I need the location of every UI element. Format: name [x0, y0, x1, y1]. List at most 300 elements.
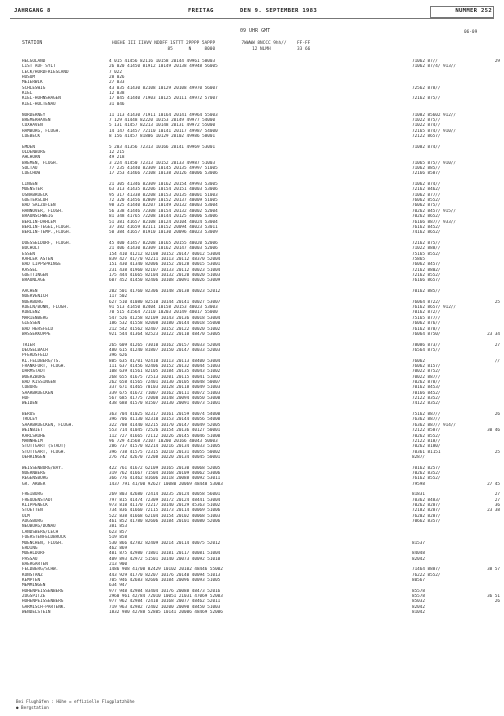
station-name: HOHENPEISSENBERG — [22, 588, 64, 594]
station-name: BERUS — [22, 412, 35, 418]
synop-data: 4 015 41456 82116 10158 20144 49961 58003 — [109, 59, 216, 64]
supplementary-groups: 70166 8452/ — [412, 390, 441, 396]
station-name: HOF — [22, 396, 30, 402]
synop-data — [109, 139, 409, 144]
station-name: TRIER — [22, 342, 35, 348]
synop-data: 268 655 41675 72513 10201 20115 40041 51002 — [109, 374, 221, 380]
station-name: FREUDENSTADT — [22, 497, 54, 503]
synop-data: 202 501 41760 82306 10148 20138 40023 52012 — [109, 289, 221, 295]
gust-values — [478, 466, 500, 471]
synop-data: 7 129 41448 82220 10153 20149 49977 54000 — [109, 117, 216, 123]
synop-data: 396 738 41575 72315 10210 20131 40055 50002 — [109, 449, 221, 455]
synop-data: 98 325 41440 82207 10149 20132 40003 53004 — [109, 203, 218, 209]
supplementary-groups: 71062 885// — [412, 166, 441, 171]
synop-data: 26 020 41450 81912 10149 20138 49948 56005 — [109, 64, 218, 70]
supplementary-groups: 70022 887// — [412, 374, 441, 380]
synop-data: 28 026 — [109, 75, 125, 81]
synop-data: 366 776 41462 81606 10118 20088 40092 53011 — [109, 476, 221, 482]
gust-values — [478, 353, 500, 358]
station-name: GUETERSLOH — [22, 198, 48, 204]
supplementary-groups: 72165 874// 910// — [412, 128, 456, 134]
synop-data: 547 526 41258 82109 10143 20136 40018 53004 — [109, 315, 221, 321]
supplementary-groups: 72162 8802/ — [412, 267, 441, 273]
supplementary-groups: 70262 8352/ — [412, 470, 441, 476]
station-name: SAARBRUECKEN — [22, 390, 54, 396]
synop-data: 63 313 41435 82206 10154 20151 40003 53006 — [109, 187, 218, 193]
station-name — [22, 407, 108, 412]
synop-data: 11 113 41430 71911 10164 20141 49964 55003 — [109, 112, 218, 118]
synop-data: 627 510 41080 82510 10144 20141 40027 53007 — [109, 299, 221, 305]
gust-values — [478, 145, 500, 150]
supplementary-groups — [412, 139, 474, 144]
gust-values — [478, 589, 500, 594]
synop-data — [109, 337, 409, 342]
gust-values — [478, 80, 500, 85]
synop-data: 519 858 — [109, 535, 128, 541]
gust-values — [478, 524, 500, 529]
gust-values — [478, 375, 500, 380]
supplementary-groups: 76062 8552/ — [412, 198, 441, 204]
station-name: MUENSTER — [22, 187, 43, 193]
station-name: GIESSEN — [22, 321, 41, 327]
synop-data: 175 444 41665 82104 10132 20120 40020 51003 — [109, 273, 221, 278]
gust-values — [478, 246, 500, 251]
station-name: OLDENBURG — [22, 149, 46, 155]
supplementary-groups: 82042 — [412, 604, 425, 610]
synop-data: 522 838 41668 62104 10154 20102 40068 51003 — [109, 513, 221, 519]
supplementary-groups: 76162 8452/ — [412, 224, 441, 230]
station-name: ESSEN — [22, 251, 35, 257]
supplementary-groups — [412, 337, 474, 342]
synop-data: 5 131 41457 82213 10148 20131 49972 55000 — [109, 123, 216, 129]
station-name: EMDEN — [22, 144, 35, 150]
synop-data: 530 866 42782 82409 10214 20114 40075 52012 — [109, 540, 221, 546]
supplementary-groups: 84048 — [412, 551, 425, 557]
supplementary-groups: 70262 878// — [412, 380, 441, 385]
synop-data: 634 947 — [109, 583, 128, 589]
supplementary-groups — [412, 546, 474, 551]
supplementary-groups: 76166 8657/ — [412, 278, 441, 284]
station-name: FRANKFURT, FLUGH. — [22, 363, 66, 369]
station-name: HANNOVER, FLUGH. — [22, 208, 64, 214]
synop-data: 212 542 41562 82407 10152 20122 40020 51002 — [109, 326, 221, 332]
synop-data: 17 253 41466 72108 10138 20126 40006 53006 — [109, 171, 218, 177]
station-name — [22, 487, 108, 492]
supplementary-groups: 70662 8357/ — [412, 519, 441, 525]
gust-values — [478, 177, 500, 182]
station-name: LIST AUF SYLT — [22, 64, 56, 70]
synop-data — [109, 487, 409, 492]
synop-data: 112 727 41665 72112 10226 20145 40046 51000 — [109, 433, 221, 439]
synop-data: 14 147 41457 72110 10141 20117 49987 54000 — [109, 128, 218, 134]
synop-data: 422 761 41672 62109 10165 20130 40068 52005 — [109, 465, 221, 471]
synop-data: 319 762 41667 71504 10168 20109 40062 53006 — [109, 470, 221, 476]
gust-values — [478, 364, 500, 369]
synop-data: 363 704 41025 82317 10161 20159 40074 54000 — [109, 412, 221, 418]
supplementary-groups: 76062 — [412, 358, 425, 364]
synop-data: 77 235 41440 82309 10145 20135 49997 51005 — [109, 166, 218, 171]
synop-data: 797 815 41474 72309 10172 20124 48441 53004 — [109, 497, 221, 503]
gust-values — [478, 64, 500, 69]
gust-values — [478, 150, 500, 155]
station-name: GR. ARBER — [22, 481, 46, 487]
gust-values: 23 34 — [487, 331, 500, 337]
gust-values — [478, 348, 500, 353]
station-name: NEUBURG/DONAU — [22, 524, 56, 530]
gust-values — [478, 530, 500, 535]
synop-data: 623 857 — [109, 529, 128, 535]
supplementary-groups: 75162 887// — [412, 412, 441, 418]
supplementary-groups: 72162 875// — [412, 240, 441, 246]
synop-data: 1832 980 42788 52805 10141 20006 48469 52006 — [109, 610, 223, 616]
supplementary-groups: 71022 875// — [412, 117, 441, 123]
station-name: STOETTEN — [22, 508, 43, 514]
synop-data: 45 400 41457 82208 10165 20155 40020 52006 — [109, 240, 218, 246]
station-name: NUERNBERG — [22, 470, 46, 476]
gust-values — [478, 546, 500, 551]
gust-values — [478, 407, 500, 412]
gust-values — [478, 434, 500, 439]
supplementary-groups: 70162 872// — [412, 310, 441, 316]
gust-values — [478, 91, 500, 96]
supplementary-groups: 72162 8462/ — [412, 187, 441, 193]
supplementary-groups: 72166 8587/ — [412, 171, 441, 177]
station-name — [22, 284, 108, 289]
supplementary-groups: 76362 887// — [412, 417, 441, 423]
synop-data: 322 708 41440 82215 10170 20147 40049 52005 — [109, 422, 221, 428]
supplementary-groups: 71062 87// — [412, 59, 438, 64]
supplementary-groups: 81042 — [412, 610, 425, 616]
supplementary-groups — [412, 102, 474, 107]
supplementary-groups — [412, 530, 474, 535]
gust-values — [478, 583, 500, 588]
synop-data: 154 410 41212 82108 10152 20147 40012 53004 — [109, 251, 221, 257]
issue-number: NUMMER 252 — [455, 8, 492, 14]
footnote-altitude: Bei Flughäfen : Höhe = effizielle Flugplatzhöhe — [16, 699, 135, 704]
synop-data: 51 381 41657 82108 10124 20104 40024 53004 — [109, 219, 218, 225]
synop-data: 111 637 41456 82406 10152 20132 40044 51003 — [109, 363, 221, 369]
station-name: BERLIN-DAHLEM — [22, 219, 56, 225]
supplementary-groups — [412, 80, 474, 85]
synop-data: 7 022 — [109, 69, 122, 75]
gust-values — [478, 535, 500, 540]
gust-values — [478, 113, 500, 118]
supplementary-groups — [412, 407, 474, 412]
station-name: ZUGSPITZE — [22, 594, 46, 599]
gust-values — [478, 209, 500, 214]
gust-values — [478, 278, 500, 283]
gust-values — [478, 471, 500, 476]
gust-values: 30 46 — [487, 428, 500, 434]
supplementary-groups: 75165 877// — [412, 315, 441, 321]
gust-values — [478, 514, 500, 519]
station-name: WASSERKUPPE — [22, 331, 51, 337]
supplementary-groups — [412, 487, 474, 492]
supplementary-groups: 76062 875// — [412, 203, 441, 209]
gust-values — [478, 118, 500, 123]
supplementary-groups — [412, 535, 474, 540]
supplementary-groups: 75165 8552/ — [412, 251, 441, 257]
synop-data: 117 502 — [109, 294, 128, 300]
station-name — [22, 337, 108, 342]
synop-data: 262 658 41565 72401 10130 20105 40048 50007 — [109, 380, 221, 385]
station-name — [22, 107, 108, 112]
supplementary-groups: 74122 8352/ — [412, 401, 441, 407]
supplementary-groups: 76062 8457/ — [412, 262, 441, 268]
gust-values — [478, 385, 500, 390]
station-name: NUERBURG — [22, 299, 43, 305]
supplementary-groups: 72162 875// — [412, 96, 441, 102]
gust-values — [478, 487, 500, 492]
station-name — [22, 139, 108, 144]
supplementary-groups: 75865 — [412, 256, 425, 262]
supplementary-groups: 70362 8483/ — [412, 497, 441, 503]
supplementary-groups: 85032 — [412, 599, 425, 605]
station-name: KLIPPENECK — [22, 503, 48, 509]
station-name: BOCHOLT — [22, 246, 41, 252]
synop-data: 213 900 — [109, 561, 128, 567]
station-name: KL.FELDBERG/TS. — [22, 358, 61, 364]
gust-values — [478, 310, 500, 315]
supplementary-groups: 72122 818// — [412, 438, 441, 444]
gust-values — [478, 139, 500, 144]
gust-values: 38 57 — [487, 567, 500, 573]
gust-values — [478, 294, 500, 299]
supplementary-groups — [412, 236, 474, 241]
synop-data: 186 532 41558 82008 10180 20144 40018 55000 — [109, 321, 221, 327]
gust-values — [478, 134, 500, 139]
supplementary-groups: 79598 — [412, 481, 425, 487]
supplementary-groups — [412, 524, 474, 529]
gust-values — [478, 75, 500, 80]
synop-data: 27 033 — [109, 80, 125, 86]
station-name: ERDING — [22, 545, 38, 551]
supplementary-groups — [412, 150, 474, 155]
station-name: NOERVENICH — [22, 294, 48, 300]
supplementary-groups: 71082 874// — [412, 144, 441, 150]
synop-data: 3 224 41450 72313 10152 20133 49987 51003 — [109, 160, 216, 166]
supplementary-groups: 74162 8652/ — [412, 230, 441, 236]
station-name: LUEBECK — [22, 133, 41, 139]
synop-data: 96 729 41568 72107 10200 20166 40043 50003 — [109, 438, 218, 444]
synop-data: 409 893 42972 51501 10140 20073 40092 51010 — [109, 556, 221, 562]
station-name: FUERSTENFELDBRUCK — [22, 535, 66, 541]
gust-values: 23 38 — [487, 508, 500, 514]
supplementary-groups — [412, 91, 474, 96]
supplementary-groups — [412, 107, 474, 112]
station-name: BAD SALZUFLEN — [22, 203, 56, 209]
gust-values — [478, 70, 500, 75]
station-name: DARMSTADT — [22, 369, 46, 375]
gust-values — [478, 230, 500, 235]
supplementary-groups: 70022 8752/ — [412, 369, 441, 375]
supplementary-groups: 76202 8287/ — [412, 513, 441, 519]
station-name: HAMBURG, FLUGH. — [22, 128, 61, 134]
gust-values — [478, 129, 500, 134]
station-name: KIEL — [22, 91, 33, 97]
gust-values — [478, 396, 500, 401]
station-name: SCHLESWIG — [22, 85, 46, 91]
supplementary-groups: 80567 — [412, 577, 425, 583]
station-name: BAD KISSINGEN — [22, 380, 56, 385]
station-name: PFERDSFELD — [22, 353, 48, 359]
synop-data: 5 203 41356 72313 10166 20141 49969 53001 — [109, 144, 216, 150]
synop-data: 921 544 41364 82523 10122 20110 48470 53005 — [109, 331, 221, 337]
gust-values: 36 51 — [487, 594, 500, 599]
station-name: MARIENBERG — [22, 315, 48, 321]
station-name: KIEL-HOLTENAU — [22, 101, 56, 107]
gust-values — [478, 573, 500, 578]
synop-data: 480 615 41240 81807 10150 20147 40033 52003 — [109, 347, 221, 353]
gust-values — [478, 236, 500, 241]
station-name: LECK/HORDFRIESLAND — [22, 69, 69, 75]
gust-values — [478, 369, 500, 374]
supplementary-groups: 8287/ — [412, 454, 425, 460]
station-name: MANNHEIM — [22, 438, 43, 444]
gust-values — [478, 305, 500, 310]
synop-data: 1486 908 41/00 82429 10102 20102 48446 55002 — [109, 567, 223, 573]
station-name: BAERGARTEN — [22, 561, 48, 567]
station-name: OEHRINGEN — [22, 454, 46, 460]
gust-values — [478, 391, 500, 396]
gust-values — [478, 171, 500, 176]
supplementary-groups: 85578 — [412, 594, 425, 599]
supplementary-groups: 70361 81151 — [412, 449, 441, 455]
gust-values — [478, 519, 500, 524]
gust-values — [478, 262, 500, 267]
gust-values — [478, 455, 500, 460]
synop-data: 17 045 41440 71903 10125 20111 49972 57007 — [109, 96, 218, 102]
supplementary-groups — [412, 562, 474, 567]
footnote-mountain-station: ● Bergstation — [16, 705, 49, 710]
gust-values: 25 — [494, 449, 500, 455]
supplementary-groups: 78086 873// — [412, 342, 441, 348]
supplementary-groups: 71022 874// — [412, 123, 441, 129]
supplementary-groups: 72162 8552/ — [412, 273, 441, 278]
supplementary-groups: 71062 874// — [412, 182, 441, 188]
synop-data: 567 685 41775 72008 10148 20094 40050 53000 — [109, 396, 221, 402]
supplementary-groups: 76362 887// 914// — [412, 422, 456, 428]
supplementary-groups — [412, 294, 474, 299]
gust-values — [478, 401, 500, 406]
supplementary-groups — [412, 177, 474, 182]
station-name — [22, 236, 108, 241]
synop-data: 72 320 41456 82009 10152 20137 40009 51005 — [109, 198, 218, 204]
gust-values: 27 45 — [487, 481, 500, 487]
gust-values — [478, 273, 500, 278]
station-name: HOHENPEISSENBERG — [22, 599, 64, 605]
station-name: NORDERNEY — [22, 112, 46, 118]
gust-values: 27 — [494, 492, 500, 498]
synop-data: 977 948 42984 83404 10176 20088 48473 52016 — [109, 588, 221, 594]
gust-values: 27 — [494, 497, 500, 503]
station-name: CUXHAVEN — [22, 123, 43, 129]
gust-values — [478, 444, 500, 449]
gust-values — [478, 203, 500, 208]
supplementary-groups: 70262 8652/ — [412, 214, 441, 220]
station-name: KARLSRUHE — [22, 433, 46, 439]
supplementary-groups: 81831 — [412, 492, 425, 498]
gust-values — [478, 198, 500, 203]
station-name: LINGEN — [22, 182, 38, 188]
gust-values — [478, 284, 500, 289]
station-name: BERLIN-TEGEL,FLUGH. — [22, 224, 72, 230]
station-name: REGENSBURG — [22, 476, 48, 482]
gust-values — [478, 182, 500, 187]
supplementary-groups: 76166 887// 933// — [412, 219, 456, 225]
synop-data: 91 513 41450 82404 10158 20153 40023 53003 — [109, 305, 218, 311]
gust-values — [478, 161, 500, 166]
station-name: STUTTGART (STADT) — [22, 444, 66, 450]
synop-data: 151 430 41340 82006 10152 20128 40015 53001 — [109, 262, 221, 268]
station-name: ULM — [22, 513, 30, 519]
supplementary-groups: 76162 878// — [412, 326, 441, 332]
gust-values — [478, 155, 500, 160]
synop-data: 339 675 41672 71007 10162 20111 40072 51003 — [109, 390, 221, 396]
station-name: BAD LIPPSPRINGE — [22, 262, 61, 268]
synop-data: 396 626 — [109, 353, 128, 359]
synop-data: 607 452 41450 82406 10108 20091 40026 53009 — [109, 278, 221, 284]
station-name: WEIDEN — [22, 401, 38, 407]
supplementary-groups: 70162 8257/ — [412, 465, 441, 471]
station-name: AACHEN — [22, 289, 38, 295]
supplementary-groups: 70262 8287/ — [412, 503, 441, 509]
station-name: BRAUNLAGE — [22, 278, 46, 284]
gust-values — [478, 316, 500, 321]
supplementary-groups: 71464 8887/ — [412, 567, 441, 573]
supplementary-groups: 76162 8552/ — [412, 476, 441, 482]
gust-values: // — [494, 358, 500, 364]
station-name: BREMEN, FLUGH. — [22, 160, 59, 166]
supplementary-groups — [412, 583, 474, 588]
synop-data: 719 963 42982 72402 10200 20090 48450 51003 — [109, 604, 221, 610]
synop-data: 108 639 41561 82105 10184 20135 40043 51002 — [109, 369, 221, 375]
supplementary-groups: 82042 — [412, 556, 425, 562]
gust-values — [478, 557, 500, 562]
supplementary-groups — [412, 75, 474, 80]
gust-values: 25 — [494, 299, 500, 305]
station-name: FREIBURG — [22, 492, 43, 498]
gust-values: 29 — [494, 59, 500, 64]
supplementary-groups — [412, 155, 474, 160]
synop-data: 973 818 41170 72217 10140 20129 45363 51002 — [109, 503, 221, 509]
station-name: DUESSELDORF, FLUGH. — [22, 240, 72, 246]
gust-values — [478, 96, 500, 101]
gust-values — [478, 257, 500, 262]
station-name: COBURG — [22, 385, 38, 391]
gust-values — [478, 327, 500, 332]
station-name: MUENCHEN, FLUGH. — [22, 540, 64, 546]
synop-data: 977 962 42984 72410 10168 20077 48462 52011 — [109, 599, 221, 605]
synop-data: 56 338 41446 72308 10154 20132 40002 52004 — [109, 208, 218, 214]
synop-data: 81 348 41765 72208 10144 20125 40006 53006 — [109, 214, 218, 220]
supplementary-groups: 76062 8157/ — [412, 363, 441, 369]
synop-data — [109, 107, 409, 112]
supplementary-groups: 72182 8287/ — [412, 508, 441, 514]
gust-values: 36 — [494, 503, 500, 509]
gust-values: 27 — [494, 342, 500, 348]
supplementary-groups: 71065 875// 910// — [412, 160, 456, 166]
station-name: LUECHOW — [22, 171, 41, 177]
gust-values — [478, 439, 500, 444]
gust-values — [478, 241, 500, 246]
observation-time: 09 UHR GMT — [240, 28, 271, 34]
gust-values — [478, 225, 500, 230]
gust-values — [478, 187, 500, 192]
synop-data: 8 156 41457 81806 10129 20102 49986 58001 — [109, 133, 216, 139]
synop-data: 70 515 41564 72110 10203 20149 40017 55000 — [109, 310, 218, 316]
synop-data: 1437 791 41/00 92627 10080 20069 48448 53003 — [109, 481, 223, 487]
